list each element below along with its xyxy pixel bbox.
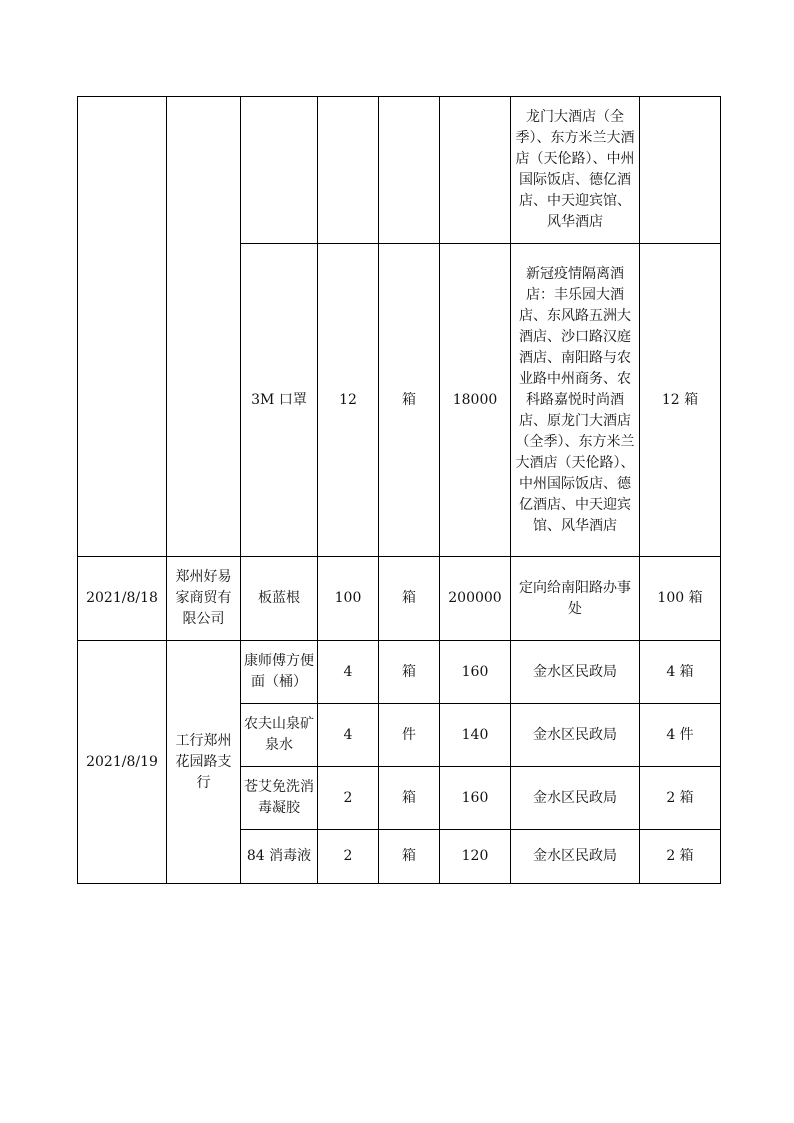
item-cell: 农夫山泉矿泉水 <box>241 704 318 767</box>
quantity-cell <box>318 97 379 244</box>
item-cell: 84 消毒液 <box>241 830 318 884</box>
received-cell: 100 箱 <box>640 557 721 641</box>
table-row <box>78 97 721 244</box>
received-cell <box>640 97 721 244</box>
received-cell: 4 箱 <box>640 641 721 704</box>
donation-table <box>77 96 721 884</box>
amount-cell: 200000 <box>440 557 511 641</box>
received-cell: 2 箱 <box>640 767 721 830</box>
unit-cell: 件 <box>379 704 440 767</box>
amount-cell: 120 <box>440 830 511 884</box>
donor-cell <box>167 97 241 557</box>
quantity-cell: 12 <box>318 244 379 557</box>
quantity-cell: 4 <box>318 704 379 767</box>
received-cell: 4 件 <box>640 704 721 767</box>
amount-cell: 160 <box>440 767 511 830</box>
item-cell: 苍艾免洗消毒凝胶 <box>241 767 318 830</box>
date-cell: 2021/8/19 <box>78 641 167 884</box>
table-row <box>78 641 721 704</box>
unit-cell: 箱 <box>379 557 440 641</box>
donor-cell: 工行郑州花园路支行 <box>167 641 241 884</box>
recipient-cell: 金水区民政局 <box>511 767 640 830</box>
item-cell: 3M 口罩 <box>241 244 318 557</box>
received-cell: 12 箱 <box>640 244 721 557</box>
item-cell: 板蓝根 <box>241 557 318 641</box>
recipient-cell: 新冠疫情隔离酒店：丰乐园大酒店、东风路五洲大酒店、沙口路汉庭酒店、南阳路与农业路中州商务、农科路嘉悦时尚酒店、原龙门大酒店（全季）、东方米兰大酒店（天伦路）、中州国际饭店、德亿酒店、中天迎宾馆、风华酒店 <box>511 244 640 557</box>
item-cell <box>241 97 318 244</box>
recipient-cell: 金水区民政局 <box>511 830 640 884</box>
date-cell: 2021/8/18 <box>78 557 167 641</box>
unit-cell: 箱 <box>379 767 440 830</box>
amount-cell <box>440 97 511 244</box>
date-cell <box>78 97 167 557</box>
recipient-cell: 金水区民政局 <box>511 641 640 704</box>
amount-cell: 140 <box>440 704 511 767</box>
unit-cell: 箱 <box>379 641 440 704</box>
unit-cell: 箱 <box>379 244 440 557</box>
quantity-cell: 100 <box>318 557 379 641</box>
quantity-cell: 4 <box>318 641 379 704</box>
amount-cell: 160 <box>440 641 511 704</box>
quantity-cell: 2 <box>318 830 379 884</box>
quantity-cell: 2 <box>318 767 379 830</box>
unit-cell <box>379 97 440 244</box>
amount-cell: 18000 <box>440 244 511 557</box>
recipient-cell: 金水区民政局 <box>511 704 640 767</box>
recipient-cell: 定向给南阳路办事处 <box>511 557 640 641</box>
item-cell: 康师傅方便面（桶） <box>241 641 318 704</box>
table-row <box>78 557 721 641</box>
recipient-cell: 龙门大酒店（全季）、东方米兰大酒店（天伦路）、中州国际饭店、德亿酒店、中天迎宾馆、风华酒店 <box>511 97 640 244</box>
unit-cell: 箱 <box>379 830 440 884</box>
received-cell: 2 箱 <box>640 830 721 884</box>
donor-cell: 郑州好易家商贸有限公司 <box>167 557 241 641</box>
